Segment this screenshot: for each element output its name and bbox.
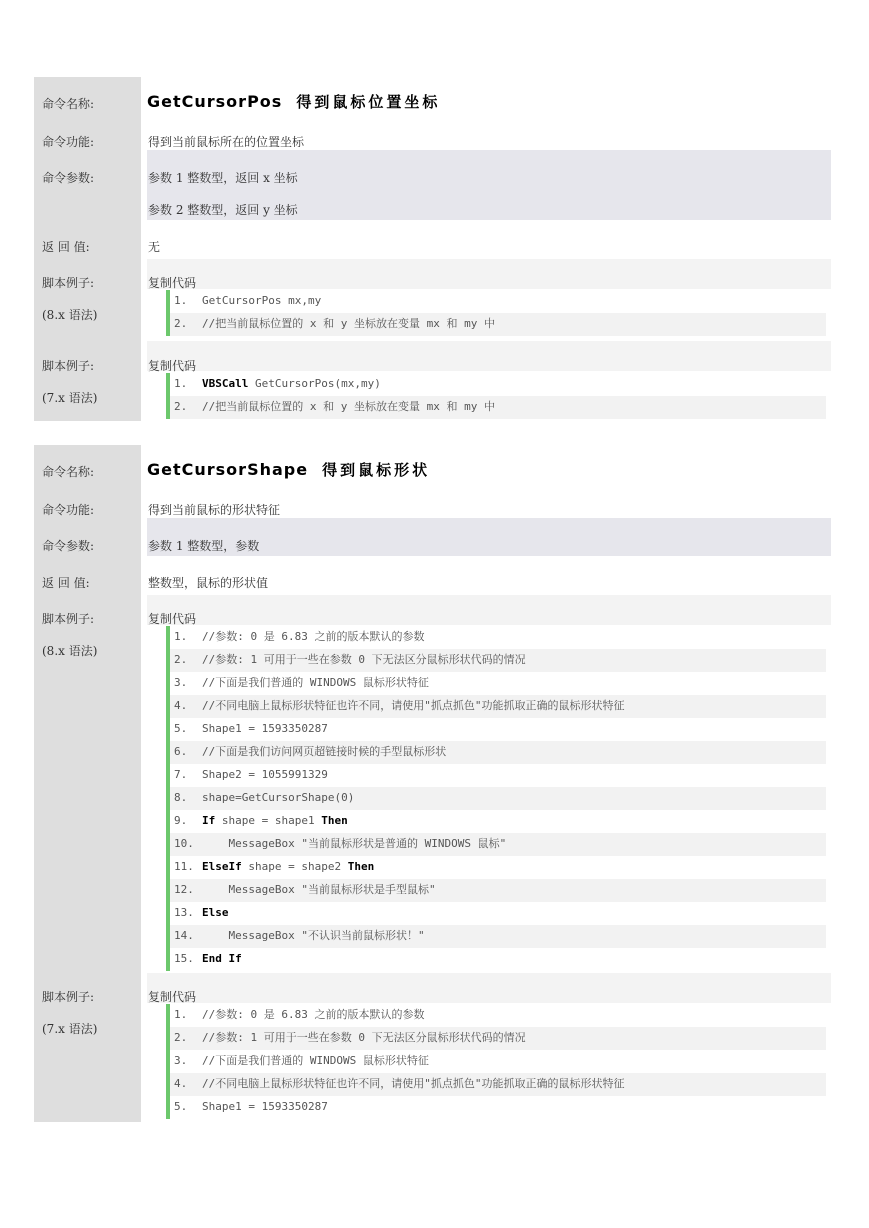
copy-code-link[interactable]: 复制代码	[148, 612, 197, 626]
code-block	[166, 626, 826, 971]
code-text: //不同电脑上鼠标形状特征也许不同，请使用"抓点抓色"功能抓取正确的鼠标形状特征	[202, 1077, 625, 1090]
code-line	[170, 1027, 826, 1050]
param-label: 命令参数:	[42, 171, 95, 185]
code-line: 1. GetCursorPos mx,my	[174, 294, 322, 307]
name-label: 命令名称:	[42, 97, 95, 111]
line-number: 9.	[174, 814, 188, 827]
line-number: 7.	[174, 768, 188, 781]
code-line	[170, 626, 826, 649]
line-number: 14.	[174, 929, 194, 942]
command-desc: 得到鼠标位置坐标	[296, 93, 441, 111]
line-number: 3.	[174, 1054, 188, 1067]
command-title	[147, 459, 430, 480]
code-text: //下面是我们普通的 WINDOWS 鼠标形状特征	[202, 676, 429, 689]
param-value: 参数 1 整数型，返回 x 坐标	[148, 171, 298, 185]
code-text: Shape1 = 1593350287	[202, 722, 328, 735]
param-value: 参数 2 整数型，返回 y 坐标	[148, 203, 298, 217]
command-name: GetCursorPos	[147, 92, 283, 111]
code-line	[170, 1050, 826, 1073]
code-line: 2. //把当前鼠标位置的 x 和 y 坐标放在变量 mx 和 my 中	[170, 396, 826, 419]
command-block-getcursorshape	[34, 445, 831, 1122]
line-number: 8.	[174, 791, 188, 804]
code-block	[166, 290, 826, 336]
code-text: MessageBox "当前鼠标形状是手型鼠标"	[228, 883, 436, 896]
line-number: 4.	[174, 1077, 188, 1090]
example-header-bg	[147, 259, 831, 289]
line-number: 3.	[174, 676, 188, 689]
func-label: 命令功能:	[42, 503, 95, 517]
code-line	[170, 879, 826, 902]
copy-code-link[interactable]: 复制代码	[148, 359, 197, 373]
code-line	[170, 948, 826, 971]
code-keyword: Then	[321, 814, 348, 827]
code-line: 2. //把当前鼠标位置的 x 和 y 坐标放在变量 mx 和 my 中	[170, 313, 826, 336]
line-number: 13.	[174, 906, 194, 919]
line-number: 5.	[174, 722, 188, 735]
example-header-bg	[147, 341, 831, 371]
line-number: 11.	[174, 860, 194, 873]
example-label: 脚本例子:	[42, 990, 95, 1004]
func-value: 得到当前鼠标的形状特征	[148, 503, 281, 517]
code-text: //下面是我们访问网页超链接时候的手型鼠标形状	[202, 745, 447, 758]
code-text: //参数: 1 可用于一些在参数 0 下无法区分鼠标形状代码的情况	[202, 1031, 526, 1044]
code-text: //参数: 1 可用于一些在参数 0 下无法区分鼠标形状代码的情况	[202, 653, 526, 666]
code-line	[170, 833, 826, 856]
code-text: //参数: 0 是 6.83 之前的版本默认的参数	[202, 1008, 425, 1021]
code-block	[166, 373, 826, 419]
code-line	[170, 1004, 826, 1027]
param-label: 命令参数:	[42, 539, 95, 553]
line-number: 6.	[174, 745, 188, 758]
code-keyword: ElseIf	[202, 860, 242, 873]
code-text: //不同电脑上鼠标形状特征也许不同，请使用"抓点抓色"功能抓取正确的鼠标形状特征	[202, 699, 625, 712]
code-line	[170, 764, 826, 787]
code-keyword: End If	[202, 952, 242, 965]
code-line	[170, 810, 826, 833]
code-line	[170, 695, 826, 718]
example-syntax-label: (7.x 语法)	[42, 1022, 98, 1036]
code-line	[170, 925, 826, 948]
code-text: Shape1 = 1593350287	[202, 1100, 328, 1113]
code-line	[170, 787, 826, 810]
line-number: 2.	[174, 653, 188, 666]
code-text: shape=GetCursorShape(0)	[202, 791, 355, 804]
example-label: 脚本例子:	[42, 359, 95, 373]
example-header-bg	[147, 973, 831, 1003]
code-text: MessageBox "当前鼠标形状是普通的 WINDOWS 鼠标"	[228, 837, 507, 850]
code-text: shape = shape1	[215, 814, 322, 827]
code-keyword: If	[202, 814, 216, 827]
code-text: MessageBox "不认识当前鼠标形状！"	[228, 929, 425, 942]
func-value: 得到当前鼠标所在的位置坐标	[148, 135, 305, 149]
code-line	[170, 856, 826, 879]
command-block-getcursorpos	[34, 77, 831, 421]
line-number: 1.	[174, 630, 188, 643]
code-text: //下面是我们普通的 WINDOWS 鼠标形状特征	[202, 1054, 429, 1067]
code-keyword: Then	[347, 860, 375, 873]
code-indent	[202, 883, 229, 896]
code-text: shape = shape2	[241, 860, 348, 873]
code-block	[166, 1004, 826, 1119]
line-number: 1.	[174, 1008, 188, 1021]
code-line	[170, 718, 826, 741]
example-header-bg	[147, 595, 831, 625]
code-line	[170, 902, 826, 925]
line-number: 12.	[174, 883, 194, 896]
command-name: GetCursorShape	[147, 460, 309, 479]
line-number: 15.	[174, 952, 194, 965]
line-number: 5.	[174, 1100, 188, 1113]
return-label: 返 回 值:	[42, 240, 90, 254]
code-line	[170, 1096, 826, 1119]
line-number: 10.	[174, 837, 194, 850]
code-text: Shape2 = 1055991329	[202, 768, 328, 781]
name-label: 命令名称:	[42, 465, 95, 479]
example-syntax-label: (8.x 语法)	[42, 308, 98, 322]
code-line: 1. VBSCall GetCursorPos(mx,my)	[174, 377, 381, 390]
code-line	[170, 741, 826, 764]
line-number: 2.	[174, 1031, 188, 1044]
example-syntax-label: (8.x 语法)	[42, 644, 98, 658]
example-label: 脚本例子:	[42, 276, 95, 290]
code-keyword: Else	[202, 906, 229, 919]
param-value: 参数 1 整数型，参数	[148, 539, 260, 553]
code-indent	[202, 837, 229, 850]
func-label: 命令功能:	[42, 135, 95, 149]
command-desc: 得到鼠标形状	[322, 461, 431, 479]
return-value: 整数型，鼠标的形状值	[148, 576, 269, 590]
return-value: 无	[148, 240, 161, 254]
code-text: //参数: 0 是 6.83 之前的版本默认的参数	[202, 630, 425, 643]
example-label: 脚本例子:	[42, 612, 95, 626]
code-line	[170, 1073, 826, 1096]
line-number: 4.	[174, 699, 188, 712]
copy-code-link[interactable]: 复制代码	[148, 276, 197, 290]
code-line	[170, 672, 826, 695]
code-indent	[202, 929, 229, 942]
command-title	[147, 91, 440, 112]
example-syntax-label: (7.x 语法)	[42, 391, 98, 405]
return-label: 返 回 值:	[42, 576, 90, 590]
code-line	[170, 649, 826, 672]
copy-code-link[interactable]: 复制代码	[148, 990, 197, 1004]
